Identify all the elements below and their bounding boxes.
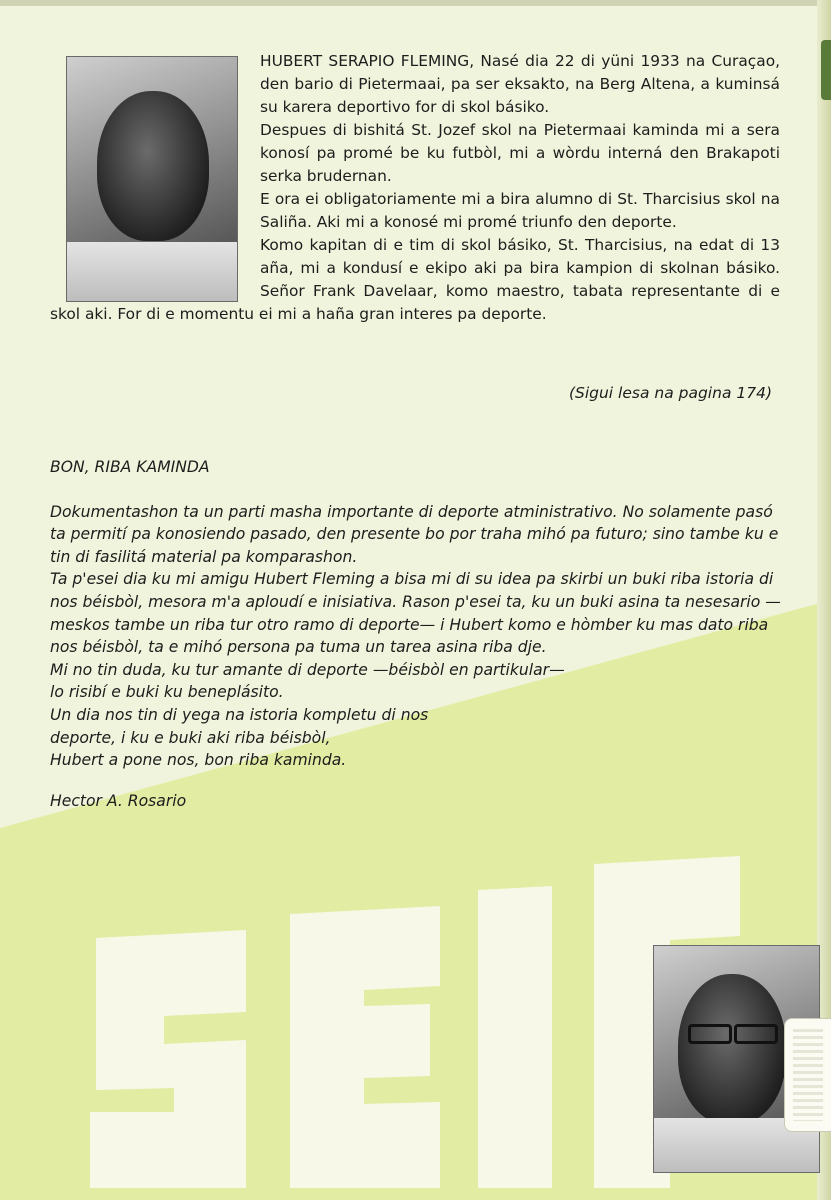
logo-letter-s [90, 930, 246, 1188]
closing-line: deporte, i ku e buki aki riba béisbòl, [50, 728, 331, 747]
closing-line: Un dia nos tin di yega na istoria kompletu di nos [50, 705, 429, 724]
spine-tab [821, 40, 831, 100]
second-photo-glasses [688, 1024, 732, 1044]
continue-reading-note: (Sigui lesa na pagina 174) [568, 384, 772, 402]
closing-line: lo risibí e buki ku beneplásito. [50, 683, 284, 702]
introduction-heading: BON, RIBA KAMINDA [50, 458, 210, 476]
introduction-paragraph: Ta p'esei dia ku mi amigu Hubert Fleming a bisa mi di su idea pa skirbi un buki riba istoria di nos béisbòl, mesora m'a aploudí e inisiativa. Rason p'esei ta, ku un buki asina ta nesesario —meskos tambe un riba tur otro ramo di deporte— i Hubert komo e hòmber ku mas dato riba nos béisbòl, ta e mihó persona pa tuma un tarea asina riba dje. [50, 570, 781, 657]
logo-letter-i [478, 886, 552, 1188]
bio-paragraph: Despues di bishitá St. Jozef skol na Pietermaai kaminda mi a sera konosí pa promé be ku futbòl, mi a wòrdu interná den Brakapoti serka brudernan. [260, 121, 780, 185]
closing-line: Mi no tin duda, ku tur amante di deporte —béisbòl en partikular— [50, 660, 565, 679]
introduction-text [50, 456, 786, 812]
sticker-pattern [793, 1029, 823, 1121]
logo-letter-e [290, 906, 440, 1188]
closing-line: Hubert a pone nos, bon riba kaminda. [50, 751, 347, 770]
author-signature: Hector A. Rosario [50, 791, 187, 810]
second-photo-glasses-right [734, 1024, 778, 1044]
bio-paragraph: Komo kapitan di e tim di skol básiko, St. Tharcisius, na edat di 13 aña, mi a kondusí e ekipo aki pa bira kampion di skolnan básiko. Señor Frank Davelaar, komo maestro, tabata representante di e skol aki. For di e momentu ei mi a haña gran interes pa deporte. [50, 236, 780, 323]
bio-paragraph: HUBERT SERAPIO FLEMING, Nasé dia 22 di yüni 1933 na Curaçao, den bario di Pietermaai, pa ser eksakto, na Berg Altena, a kuminsá su karera deportivo for di skol básiko. [260, 52, 780, 116]
introduction-paragraph: Dokumentashon ta un parti masha importante di deporte atministrativo. No solamente pasó ta permití pa konosiendo pasado, den presente bo por traha mihó pa futuro; sino tambe ku e tin di fasilitá material pa komparashon. [50, 502, 779, 566]
second-photo-face [678, 974, 786, 1124]
photo-wrap-space [50, 50, 260, 302]
bio-paragraph: E ora ei obligatoriamente mi a bira alumno di St. Tharcisius skol na Saliña. Aki mi a konosé mi promé triunfo den deporte. [260, 190, 780, 231]
author-biography [50, 50, 780, 326]
library-label-sticker [784, 1018, 831, 1132]
